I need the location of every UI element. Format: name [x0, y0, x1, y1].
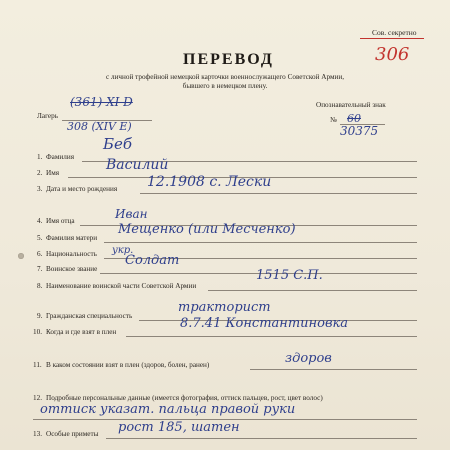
field-7-value: Солдат	[125, 253, 180, 268]
field-2-label: Имя	[46, 169, 60, 177]
document-title: ПЕРЕВОД	[183, 51, 274, 68]
subtitle-line-2: бывшего в немецком плену.	[182, 82, 268, 90]
field-2-value: Василий	[106, 157, 169, 173]
camp-label: Лагерь	[37, 112, 58, 120]
classification-underline	[360, 38, 424, 39]
field-2-num: 2.	[37, 169, 43, 177]
id-tag-label: Опознавательный знак	[316, 101, 386, 109]
field-13-value: рост 185, шатен	[118, 420, 240, 435]
field-9-value: тракторист	[178, 300, 271, 315]
camp-value-crossed: (361) XI D	[70, 95, 133, 109]
field-10-line	[126, 336, 417, 337]
subtitle-line-1: с личной трофейной немецкой карточки военнослужащего Советской Армии,	[106, 73, 344, 81]
registry-number: 306	[375, 44, 410, 65]
field-11-value: здоров	[285, 351, 332, 366]
field-3-num: 3.	[37, 185, 43, 193]
field-10-value: 8.7.41 Константиновка	[180, 316, 349, 331]
classification-label: Сов. секретно	[372, 28, 417, 37]
field-13-label: Особые приметы	[46, 430, 99, 438]
field-6-num: 6.	[37, 250, 43, 258]
field-3-line	[140, 193, 417, 194]
field-13-line	[106, 438, 417, 439]
field-12-label: Подробные персональные данные (имеется фотография, оттиск пальцев, рост, цвет волос)	[46, 394, 323, 402]
field-5-value: Мещенко (или Месченко)	[118, 222, 296, 237]
field-8-line	[208, 290, 417, 291]
field-8-value: 1515 С.П.	[256, 268, 323, 283]
field-6-label: Национальность	[46, 250, 97, 258]
field-13-num: 13.	[33, 430, 42, 438]
camp-value: 308 (XIV E)	[67, 120, 132, 133]
field-10-num: 10.	[33, 328, 42, 336]
field-1-num: 1.	[37, 153, 43, 161]
id-tag-no-label: №	[330, 116, 337, 124]
field-8-num: 8.	[37, 282, 43, 290]
field-1-value: Беб	[103, 135, 133, 153]
field-10-label: Когда и где взят в плен	[46, 328, 117, 336]
field-1-label: Фамилия	[46, 153, 75, 161]
id-tag-value: 30375	[340, 124, 379, 138]
field-9-label: Гражданская специальность	[46, 312, 133, 320]
field-7-label: Воинское звание	[46, 265, 98, 273]
field-4-num: 4.	[37, 217, 43, 225]
field-11-num: 11.	[33, 361, 42, 369]
field-12-num: 12.	[33, 394, 42, 402]
field-9-num: 9.	[37, 312, 43, 320]
field-12-value: оттиск указат. пальца правой руки	[40, 402, 296, 417]
field-5-num: 5.	[37, 234, 43, 242]
field-3-value: 12.1908 с. Лески	[147, 174, 272, 190]
field-11-line	[250, 369, 417, 370]
id-tag-value-crossed: 60	[347, 112, 361, 125]
field-4-label: Имя отца	[46, 217, 75, 225]
field-11-label: В каком состоянии взят в плен (здоров, болен, ранен)	[46, 361, 210, 369]
field-8-label: Наименование воинской части Советской Армии	[46, 282, 197, 290]
field-7-num: 7.	[37, 265, 43, 273]
field-5-line	[104, 242, 417, 243]
field-5-label: Фамилия матери	[46, 234, 98, 242]
field-4-value: Иван	[115, 207, 148, 221]
punch-hole	[18, 253, 24, 259]
field-6-value: укр.	[112, 245, 134, 256]
field-3-label: Дата и место рождения	[46, 185, 118, 193]
